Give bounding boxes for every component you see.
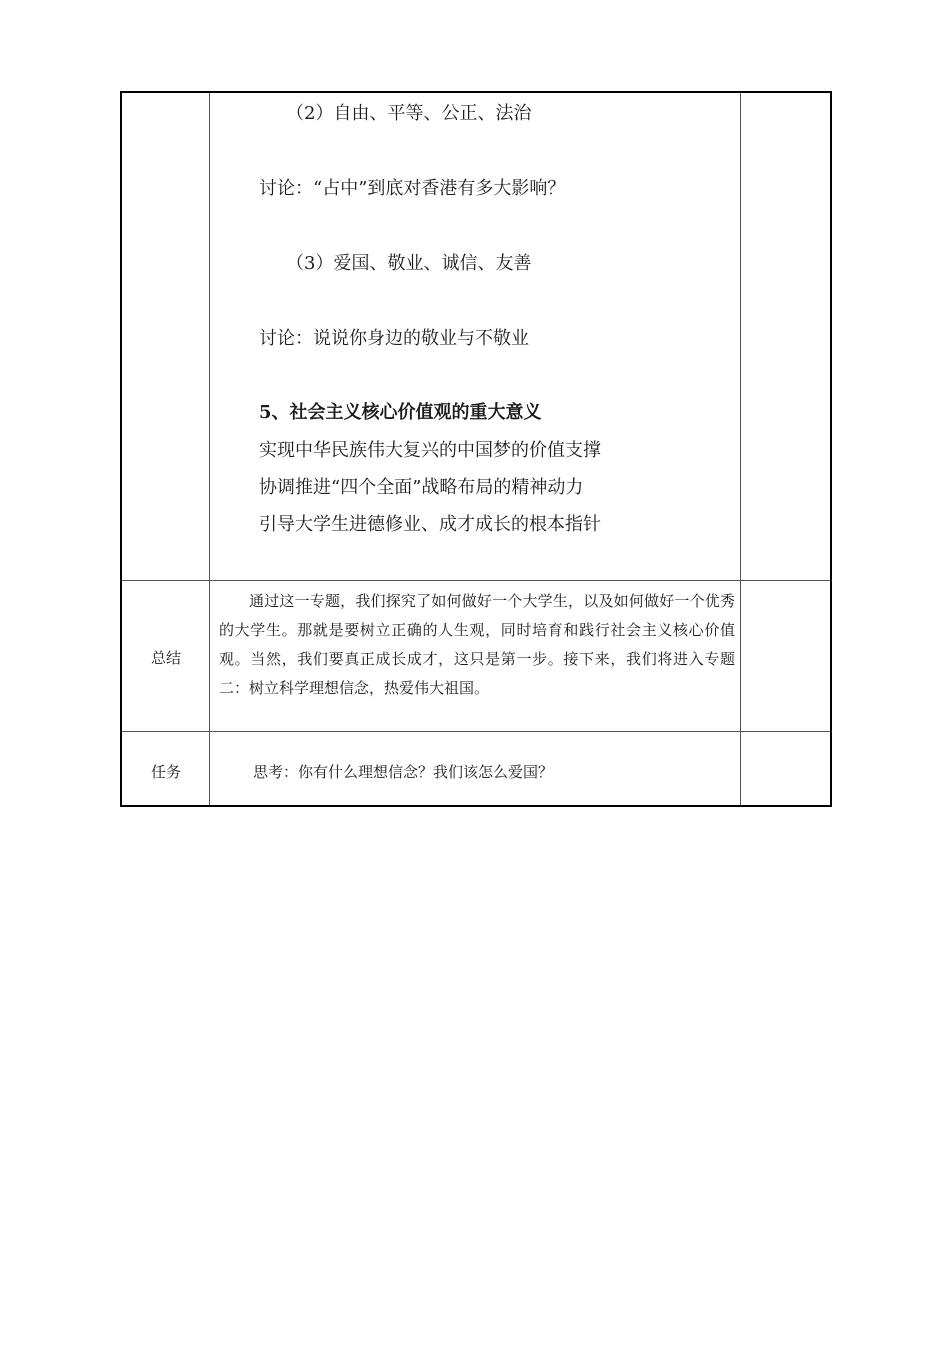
summary-text: 通过这一专题，我们探究了如何做好一个大学生，以及如何做好一个优秀的大学生。那就是要树立正确的人生观，同时培育和践行社会主义核心价值观。当然，我们要真正成长成才，这只是第一步。接下来，我们将进入专题二：树立科学理想信念，热爱伟大祖国。 (219, 592, 735, 697)
discussion-2: 讨论：说说你身边的敬业与不敬业 (259, 328, 529, 349)
column-divider-left (209, 93, 210, 805)
item-2: （2）自由、平等、公正、法治 (286, 103, 532, 124)
significance-item: 实现中华民族伟大复兴的中国梦的价值支撑 (259, 440, 601, 461)
summary-label: 总结 (150, 649, 181, 667)
significance-item: 协调推进“四个全面”战略布局的精神动力 (259, 477, 584, 498)
lesson-plan-table (120, 91, 832, 807)
discussion-1: 讨论：“占中”到底对香港有多大影响？ (259, 178, 566, 199)
row-divider-task (122, 731, 830, 732)
significance-item: 引导大学生进德修业、成才成长的根本指针 (259, 514, 601, 535)
column-divider-right (740, 93, 741, 805)
section-5-title: 5、社会主义核心价值观的重大意义 (259, 402, 542, 423)
row-divider-summary (122, 580, 830, 581)
task-text: 思考：你有什么理想信念？我们该怎么爱国？ (253, 763, 554, 781)
task-label: 任务 (150, 763, 181, 781)
item-3: （3）爱国、敬业、诚信、友善 (286, 253, 532, 274)
